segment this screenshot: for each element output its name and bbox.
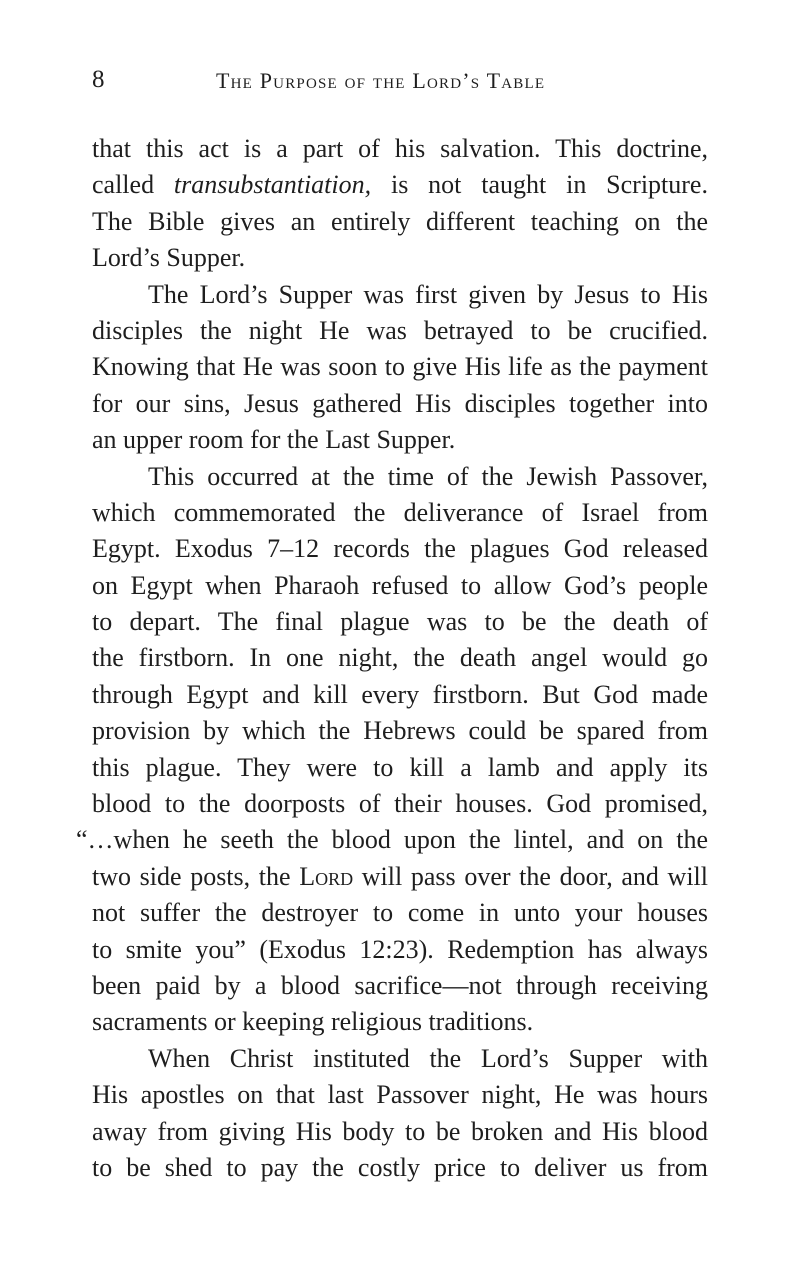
italic-term: transubstantiation, <box>173 170 372 200</box>
text-line: Egypt. Exodus 7–12 records the plagues God released <box>92 534 708 564</box>
text-line: for our sins, Jesus gathered His disciples together into <box>92 388 708 418</box>
text-line: through Egypt and kill every firstborn. But God made <box>92 679 708 709</box>
running-header <box>92 66 708 100</box>
text-line <box>92 859 708 895</box>
text-run: will pass over the door, and will <box>353 861 708 891</box>
text-line: to depart. The final plague was to be the death of <box>92 607 708 637</box>
text-line: on Egypt when Pharaoh refused to allow God’s people <box>92 570 708 600</box>
running-title: The Purpose of the Lord’s Table <box>216 68 546 93</box>
text-line: that this act is a part of his salvation. This doctrine, <box>92 134 708 163</box>
text-line <box>92 167 708 203</box>
text-run: called <box>92 170 174 200</box>
text-line: sacraments or keeping religious traditions. <box>92 1007 534 1037</box>
text-line: which commemorated the deliverance of Israel from <box>92 497 708 527</box>
text-line: disciples the night He was betrayed to be crucified. <box>92 315 708 345</box>
quote-line: “…when he seeth the blood upon the lintel, and on the <box>76 825 708 855</box>
text-line: away from giving His body to be broken and His blood <box>92 1116 708 1146</box>
paragraph-start-line: When Christ instituted the Lord’s Supper with <box>148 1043 708 1073</box>
text-line: Lord’s Supper. <box>92 243 246 273</box>
text-line: His apostles on that last Passover night, He was hours <box>92 1080 708 1110</box>
page-number: 8 <box>92 66 105 93</box>
text-line: the firstborn. In one night, the death angel would go <box>92 643 708 673</box>
text-line: not suffer the destroyer to come in unto your houses <box>92 898 708 928</box>
text-run: two side posts, the <box>92 861 300 891</box>
small-caps-term: Lord <box>299 861 354 891</box>
text-line: been paid by a blood sacrifice—not through receiving <box>92 970 708 1000</box>
text-line: Knowing that He was soon to give His life as the payment <box>92 352 708 382</box>
body-text <box>76 131 708 1186</box>
paragraph-start-line: The Lord’s Supper was first given by Jesus to His <box>148 279 708 309</box>
text-line: to be shed to pay the costly price to deliver us from <box>92 1152 708 1182</box>
text-line: this plague. They were to kill a lamb and apply its <box>92 752 708 782</box>
paragraph-start-line: This occurred at the time of the Jewish Passover, <box>148 461 708 491</box>
text-run: is not taught in Scripture. <box>371 170 708 200</box>
text-line: The Bible gives an entirely different teaching on the <box>92 206 708 236</box>
text-line: an upper room for the Last Supper. <box>92 425 456 455</box>
text-line: blood to the doorposts of their houses. God promised, <box>92 789 708 819</box>
text-line: provision by which the Hebrews could be spared from <box>92 716 708 746</box>
text-line: to smite you” (Exodus 12:23). Redemption has always <box>92 934 708 964</box>
